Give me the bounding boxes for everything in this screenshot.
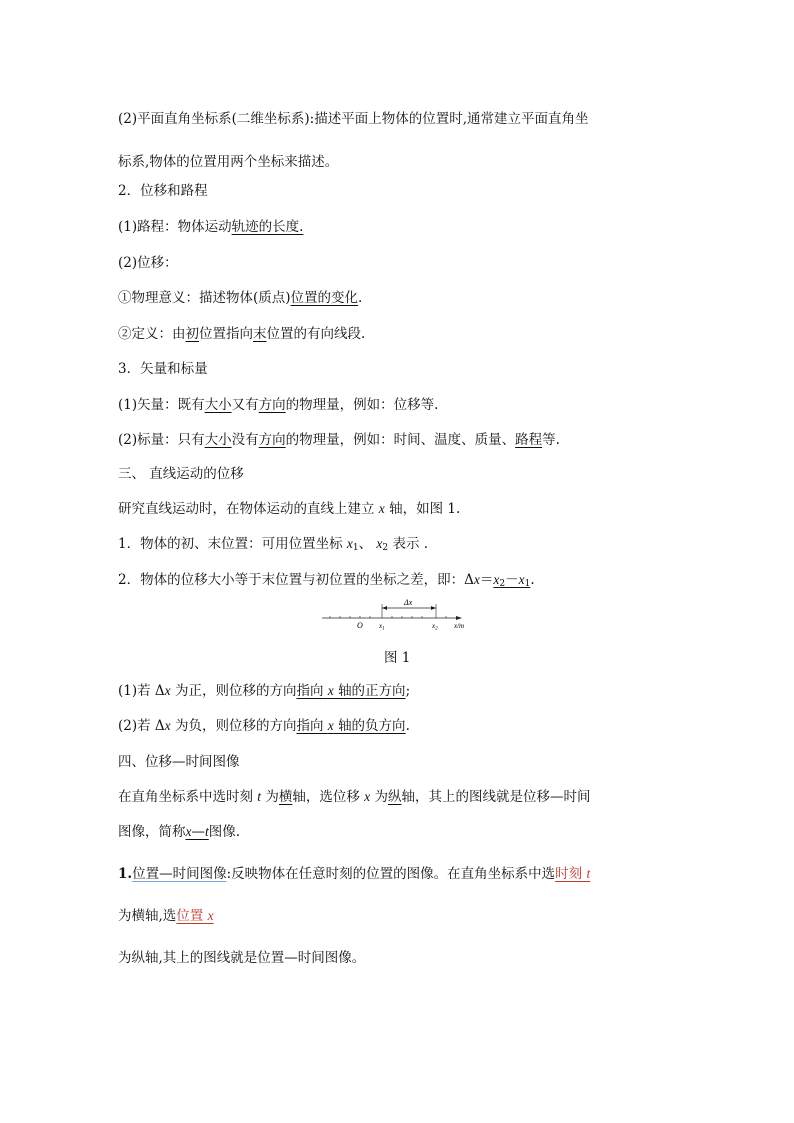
text: 3．矢量和标量	[118, 361, 208, 377]
math-var: x	[493, 572, 500, 587]
text: 没有	[231, 432, 259, 448]
math-var: x	[518, 572, 525, 587]
math-var: x	[164, 683, 171, 698]
axis-arrow-icon	[456, 616, 462, 620]
paragraph-scalar	[118, 430, 560, 450]
text: 等.	[542, 432, 560, 448]
text: 轴，如图 1.	[389, 501, 461, 517]
underlined-answer: 纵	[387, 789, 402, 805]
underlined-answer: 末	[253, 326, 267, 342]
text: ＝	[479, 572, 494, 588]
math-var: t	[257, 789, 262, 804]
text: 为负，则位移的方向	[174, 718, 297, 734]
paragraph-displacement-formula	[118, 570, 535, 594]
math-var: x	[473, 572, 480, 587]
text: －	[505, 572, 519, 588]
delta-x-label: Δx	[404, 598, 413, 607]
underlined-answer	[493, 572, 530, 588]
text: 研究直线运动时，在物体运动的直线上建立	[118, 501, 375, 517]
text: 为	[374, 789, 388, 805]
x2-label: $x_2$	[432, 622, 438, 632]
text: 为	[265, 789, 279, 805]
text: (1)若 Δ	[118, 683, 165, 699]
section-heading-3	[118, 464, 244, 484]
section-heading-4	[118, 752, 240, 772]
text: 表示 .	[392, 536, 429, 552]
underlined-answer: 初	[185, 326, 199, 342]
text: 轴，其上的图线就是位移—时间	[401, 789, 591, 805]
text: 为横轴,选	[118, 908, 177, 924]
text: ;	[405, 683, 411, 699]
text: 在直角坐标系中选时刻	[118, 789, 253, 805]
text: 四、位移—时间图像	[118, 754, 240, 770]
text: 又有	[231, 397, 259, 413]
list-number: 1.	[118, 866, 133, 882]
text: 位置指向	[199, 326, 253, 342]
math-var: x	[376, 536, 383, 551]
subscript: 2	[499, 579, 506, 589]
text: 位置	[176, 908, 204, 924]
axis-unit-label: x/m	[454, 622, 465, 630]
text: .	[530, 572, 535, 588]
paragraph-xt-graph	[118, 787, 590, 807]
underlined-answer: 路程	[515, 432, 543, 448]
figure-number-line	[320, 596, 480, 640]
text: .	[358, 290, 363, 306]
underlined-answer: 横	[278, 789, 293, 805]
arrow-right-icon	[431, 606, 436, 610]
underlined-answer: 轨迹的长度.	[231, 219, 304, 235]
text: 2．位移和路程	[118, 183, 208, 199]
math-var: x	[185, 824, 192, 839]
text: 1．物体的初、末位置：可用位置坐标	[118, 536, 343, 552]
text: (2)平面直角坐标系(二维坐标系):描述平面上物体的位置时,通常建立平面直角坐	[118, 111, 589, 127]
origin-label: O	[357, 621, 363, 630]
math-var: x	[207, 908, 214, 923]
paragraph-plane-coordinate-cont	[118, 152, 338, 172]
underlined-answer: 位置的变化	[290, 290, 359, 306]
text: (2)标量：只有	[118, 432, 205, 448]
heading-vector-scalar	[118, 359, 208, 379]
text: 的物理量，例如：位移等.	[285, 397, 439, 413]
paragraph-definition	[118, 324, 365, 344]
math-var: x	[327, 718, 334, 733]
underlined-answer: 大小	[204, 432, 232, 448]
subscript: 2	[382, 543, 389, 553]
paragraph-positions	[118, 534, 428, 558]
text: 2．物体的位移大小等于末位置与初位置的坐标之差，即：Δ	[118, 572, 474, 588]
text: 图像.	[208, 824, 241, 840]
text: 、	[358, 536, 373, 552]
math-var: x	[164, 718, 171, 733]
text: 位置的有向线段.	[266, 326, 366, 342]
math-var: t	[205, 824, 209, 839]
paragraph-displacement	[118, 253, 178, 273]
heading-displacement-path	[118, 181, 208, 201]
text: (2)位移：	[118, 255, 178, 271]
text: 时刻	[555, 866, 583, 882]
text: (2)若 Δ	[118, 718, 165, 734]
math-var: x	[327, 683, 334, 698]
paragraph-position-time-end	[118, 948, 365, 968]
text: 轴的正方向	[338, 683, 406, 699]
text: 指向	[296, 683, 324, 699]
underlined-answer: 方向	[258, 397, 286, 413]
paragraph-positive-case	[118, 681, 410, 701]
subscript: 1	[352, 543, 359, 553]
paragraph-intro	[118, 499, 460, 519]
text: ①物理意义：描述物体(质点)	[118, 290, 291, 306]
math-var: t	[586, 866, 591, 881]
underlined-answer: 大小	[204, 397, 232, 413]
number-line-svg	[320, 596, 480, 636]
text: 为纵轴,其上的图线就是位置—时间图像。	[118, 950, 366, 966]
text: —	[191, 824, 205, 840]
subscript: 1	[524, 579, 531, 589]
paragraph-plane-coordinate	[118, 109, 589, 129]
underlined-answer	[296, 718, 405, 734]
text: 标系,物体的位置用两个坐标来描述。	[118, 154, 339, 170]
figure-caption	[384, 646, 410, 666]
arrow-left-icon	[382, 606, 387, 610]
underlined-term: 位置—时间图像	[132, 866, 227, 882]
text: 轴的负方向	[338, 718, 406, 734]
x1-label: $x_1$	[379, 622, 385, 632]
math-var: x	[346, 536, 353, 551]
red-answer	[176, 908, 213, 924]
text: 指向	[296, 718, 324, 734]
underlined-answer	[186, 824, 209, 840]
paragraph-physical-meaning	[118, 288, 362, 308]
text: 的物理量，例如：时间、温度、质量、	[285, 432, 516, 448]
math-var: x	[364, 789, 371, 804]
text: 轴，选位移	[292, 789, 360, 805]
paragraph-position-time	[118, 864, 590, 884]
underlined-answer: 方向	[258, 432, 286, 448]
paragraph-path	[118, 217, 303, 237]
text: (1)矢量：既有	[118, 397, 205, 413]
math-var: x	[378, 501, 385, 516]
text: :反映物体在任意时刻的位置的图像。在直角坐标系中选	[226, 866, 556, 882]
paragraph-xt-graph-cont	[118, 822, 240, 842]
paragraph-vector	[118, 395, 438, 415]
text: 图像，简称	[118, 824, 186, 840]
underlined-answer	[296, 683, 405, 699]
text: (1)路程：物体运动	[118, 219, 232, 235]
text: 为正，则位移的方向	[174, 683, 297, 699]
text: 图 1	[384, 650, 411, 666]
text: 三、 直线运动的位移	[118, 466, 244, 482]
paragraph-position-time-cont	[118, 906, 214, 926]
paragraph-negative-case	[118, 716, 410, 736]
red-answer	[555, 866, 590, 882]
text: .	[405, 718, 410, 734]
text: ②定义：由	[118, 326, 186, 342]
